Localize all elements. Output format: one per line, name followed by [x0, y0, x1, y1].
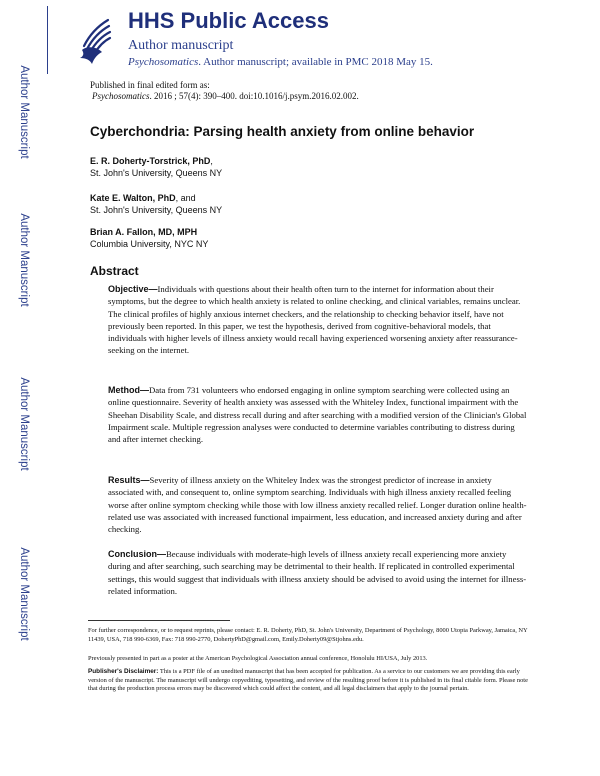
section-text: Data from 731 volunteers who endorsed engaging in online symptom searching were collected using an online questionnaire. Severity of health anxiety was assessed with the Whiteley Index, functional impairment with the Sheehan Disability Scale, and distress recall during and after searching with a modified version of the Clinician's Global Impairment scale. Multiple regression analyses were conducted to determine variables contributing to distress during and after internet checking. — [108, 385, 527, 445]
author-suffix: , — [210, 156, 213, 166]
abstract-heading: Abstract — [90, 264, 139, 278]
citation-details: . 2016 ; 57(4): 390–400. doi:10.1016/j.psym.2016.02.002. — [149, 91, 359, 101]
section-text: Individuals with questions about their health often turn to the internet for information about their symptoms, but the degree to which health anxiety is related to online checking, and clinical variables, remains unclear. The clinical profiles of highly anxious internet checkers, and the relationship to checking behavior itself, have not previously been reported. In this paper, we test the hypothesis, derived from cognitive-behavioral models, that individuals with higher levels of illness anxiety would recall having experienced worsening anxiety after reassurance-seeking on the internet. — [108, 284, 521, 356]
disclaimer-text: This is a PDF file of an unedited manuscript that has been accepted for publication. As a service to our customers we are providing this early version of the manuscript. The manuscript will undergo copyediting, typesetting, and review of the resulting proof before it is published in its final citable form. Please note that during the production process errors may be discovered which could affect the content, and all legal disclaimers that apply to the journal pertain. — [88, 668, 528, 693]
abstract-method — [108, 384, 528, 445]
author-suffix: , and — [175, 193, 196, 203]
citation-journal: Psychosomatics — [92, 91, 150, 101]
author-name: Kate E. Walton, PhD — [90, 193, 176, 203]
journal-name: Psychosomatics — [128, 56, 199, 68]
author-name: E. R. Doherty-Torstrick, PhD — [90, 156, 211, 166]
side-margin — [0, 0, 48, 776]
presented-footnote: Previously presented in part as a poster at the American Psychological Association annual conference, Honolulu HI/USA, July 2013. — [88, 655, 428, 662]
publisher-disclaimer — [88, 668, 528, 694]
author-name: Brian A. Fallon, MD, MPH — [90, 227, 198, 237]
abstract-objective — [108, 283, 528, 357]
citation-line — [92, 91, 359, 101]
section-label: Results— — [108, 475, 150, 485]
abstract-results — [108, 474, 528, 535]
section-label: Method— — [108, 385, 149, 395]
footnote-rule — [88, 620, 230, 621]
author-affiliation: St. John's University, Queens NY — [90, 205, 223, 215]
disclaimer-label: Publisher's Disclaimer: — [88, 668, 159, 675]
abstract-conclusion — [108, 548, 528, 597]
section-text: Severity of illness anxiety on the Whiteley Index was the strongest predictor of increase in anxiety associated with, and consequent to, online symptom searching. Individuals with high illness anxiety recalled feeling worse after online symptom checking while those with low illness anxiety recalled relief. Longer duration online health-related use was associated with increased functional impairment, less education, and increased anxiety during and after checking. — [108, 475, 527, 535]
author-affiliation: St. John's University, Queens NY — [90, 168, 223, 178]
hhs-eagle-logo-icon — [76, 16, 114, 68]
header-divider — [47, 6, 48, 74]
author-block — [90, 155, 222, 179]
author-block — [90, 192, 222, 216]
published-in-label: Published in final edited form as: — [90, 80, 210, 90]
section-text: Because individuals with moderate-high levels of illness anxiety recall experiencing more anxiety during and after searching, such searching may be detrimental to their health. If replicated in controlled experimental settings, this would suggest that individuals with illness anxiety should be advised to avoid using the internet for illness-related information. — [108, 549, 527, 596]
availability-line — [128, 56, 433, 68]
correspondence-footnote: For further correspondence, or to request reprints, please contact: E. R. Doherty, PhD, St. John's University, Department of Psychology, 8000 Utopia Parkway, Jamaica, NY 11439, USA, 718 990-6369, Fax: 718 990-2770, DohertyPhD@gmail.com, Emily.Doherty09@Stjohns.edu. — [88, 627, 528, 643]
author-block — [90, 226, 208, 250]
author-manuscript-heading: Author manuscript — [128, 38, 234, 53]
section-label: Objective— — [108, 284, 158, 294]
side-label-author-manuscript: Author Manuscript — [18, 65, 30, 159]
side-label-author-manuscript: Author Manuscript — [18, 213, 30, 307]
author-affiliation: Columbia University, NYC NY — [90, 239, 209, 249]
side-label-author-manuscript: Author Manuscript — [18, 377, 30, 471]
article-title: Cyberchondria: Parsing health anxiety from online behavior — [90, 124, 475, 139]
section-label: Conclusion— — [108, 549, 166, 559]
side-label-author-manuscript: Author Manuscript — [18, 547, 30, 641]
availability-text: . Author manuscript; available in PMC 2018 May 15. — [198, 56, 433, 68]
hhs-public-access-title: HHS Public Access — [128, 8, 329, 33]
